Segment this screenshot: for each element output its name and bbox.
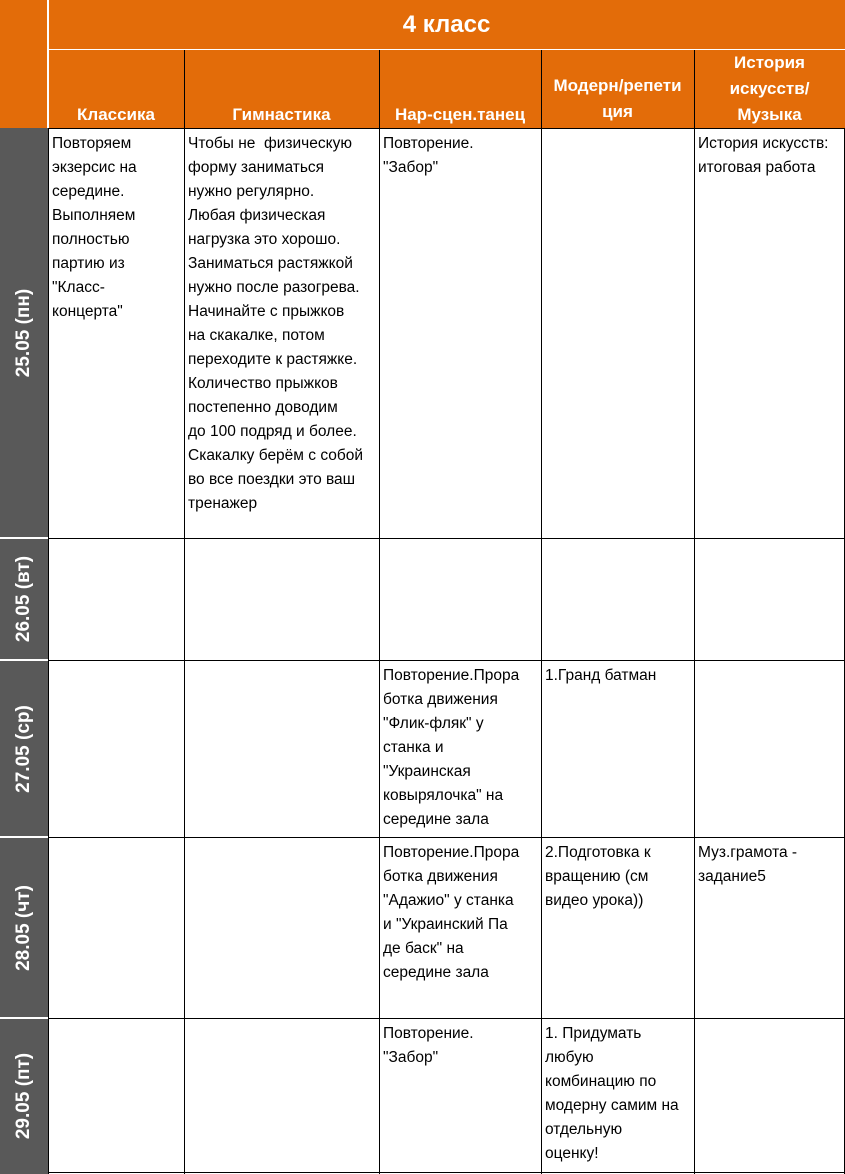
grid-line [379,50,380,1174]
day-cell-26 [0,538,48,660]
grid-line [48,660,845,661]
column-header-folk-dance: Нар-сцен.танец [379,50,541,128]
cell-25-modern [542,129,694,538]
cell-28-gymnastics [185,838,379,1018]
cell-28-art-history: Муз.грамота - задание5 [698,844,798,885]
cell-28-classic [49,838,184,1018]
cell-25-gymnastics: Чтобы не физическую форму заниматься нужно регулярно. Любая физическая нагрузка это хорошо. Заниматься растяжкой нужно после разогрева. Начинайте с прыжков на скакалке, потом переходите к растяжке. Количество прыжков постепенно доводим до 100 подряд и более. Скакалку берём с собой во все поездки это ваш тренажер [188,135,364,512]
cell-27-classic [49,661,184,837]
cell-25-folk-dance: Повторение. "Забор" [383,135,474,176]
grade-title: 4 класс [48,0,845,50]
cell-25-art-history: История искусств: итоговая работа [698,135,829,176]
column-header-modern: Модерн/репети ция [541,50,694,128]
cell-29-classic [49,1019,184,1174]
cell-27-art-history [695,661,845,837]
grid-line [184,50,185,1174]
day-label: 29.05 (пт) [13,1052,34,1140]
cell-28-modern: 2.Подготовка к вращению (см видео урока)) [545,844,651,909]
cell-26-modern [542,539,694,660]
header-corner [0,0,48,128]
grid-line [48,837,845,838]
grid-line [694,50,695,1174]
day-cell-27 [0,660,48,837]
cell-29-art-history [695,1019,845,1174]
cell-26-art-history [695,539,845,660]
cell-29-folk-dance: Повторение. "Забор" [383,1025,474,1066]
day-label: 28.05 (чт) [13,884,34,971]
cell-27-gymnastics [185,661,379,837]
day-cell-28 [0,837,48,1018]
cell-26-folk-dance [380,539,541,660]
day-label: 27.05 (ср) [13,704,34,793]
cell-27-modern: 1.Гранд батман [545,667,657,684]
cell-26-classic [49,539,184,660]
day-label: 25.05 (пн) [13,288,34,378]
cell-25-classic: Повторяем экзерсис на середине. Выполняем полностью партию из "Класс- концерта" [52,135,137,320]
day-cell-25 [0,128,48,538]
cell-29-gymnastics [185,1019,379,1174]
day-cell-29 [0,1018,48,1174]
column-header-art-history: История искусств/ Музыка [694,50,845,128]
cell-29-modern: 1. Придумать любую комбинацию по модерну самим на отдельную оценку! [545,1025,679,1162]
cell-28-folk-dance: Повторение.Прора ботка движения "Адажио" у станка и "Украинский Па де баск" на середине зала [383,844,520,981]
cell-27-folk-dance: Повторение.Прора ботка движения "Флик-фляк" у станка и "Украинская ковырялочка" на середине зала [383,667,520,828]
cell-26-gymnastics [185,539,379,660]
grid-line [48,1172,845,1173]
grid-line [48,128,845,129]
grid-line [541,50,542,1174]
grid-line [48,1018,845,1019]
column-header-gymnastics: Гимнастика [184,50,379,128]
day-label: 26.05 (вт) [13,555,34,643]
column-header-classic: Классика [48,50,184,128]
grid-line [48,538,845,539]
